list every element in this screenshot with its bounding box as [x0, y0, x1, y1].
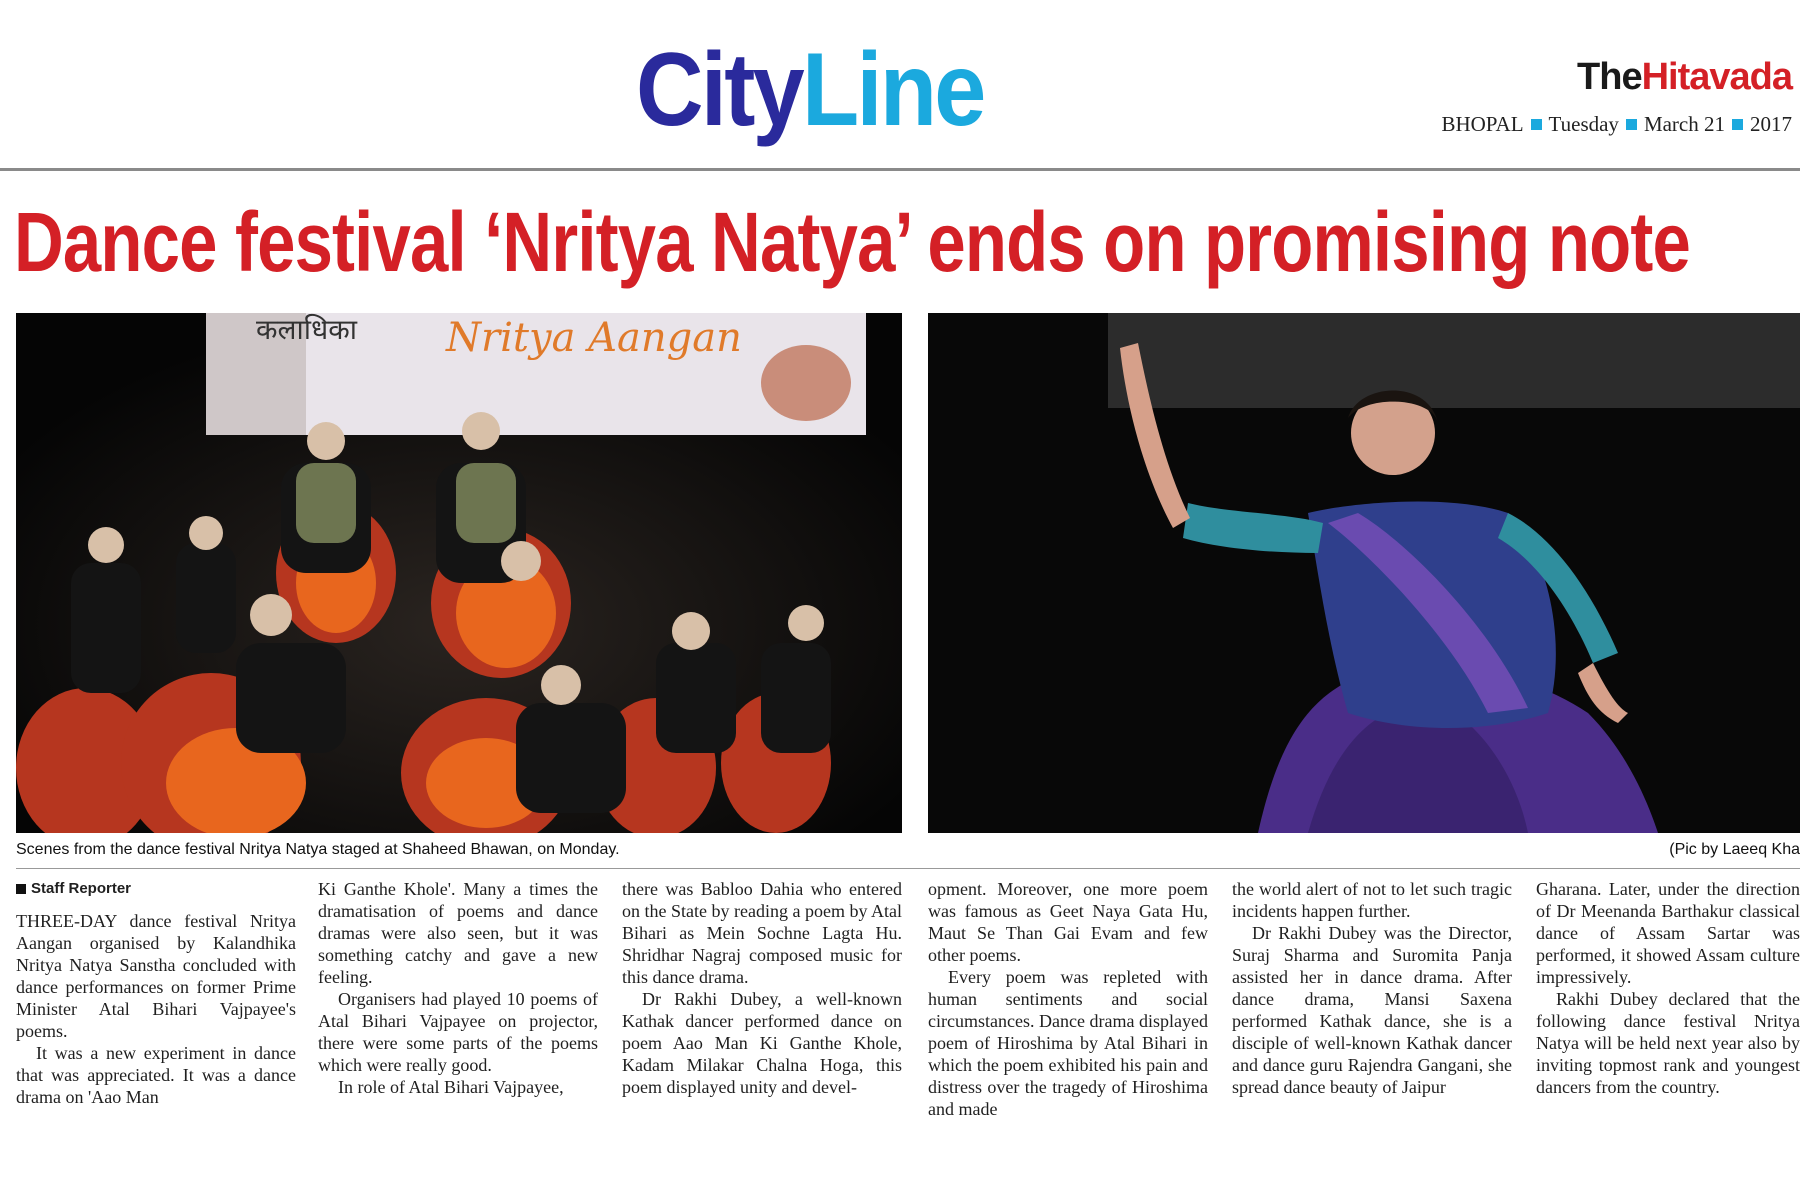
solo-kathak-dancer-photo: [928, 313, 1800, 833]
solo-dancer-illustration: [928, 313, 1800, 833]
paragraph: Every poem was repleted with human sentiments and social circumstances. Dance drama displayed poem of Hiroshima by Atal Bihari in which the poem exhibited his pain and distress over the tragedy of Hiroshima and made: [928, 967, 1208, 1119]
paragraph: there was Babloo Dahia who entered on the State by reading a poem by Atal Bihari as Mein Sochne Lagta Hu. Shridhar Nagraj composed music for this dance drama.: [622, 879, 902, 987]
paragraph: Ki Ganthe Khole'. Many a times the dramatisation of poems and dance dramas were also seen, but it was something catchy and gave a new feeling.: [318, 879, 598, 987]
dateline-year: 2017: [1750, 112, 1792, 136]
paragraph: Dr Rakhi Dubey was the Director, Suraj Sharma and Suromita Panja assisted her in dance drama. After dance drama, Mansi Saxena performed Kathak dance, she is a disciple of well-known Kathak dancer and dance guru Rajendra Gangani, she spread dance beauty of Jaipur: [1232, 923, 1512, 1097]
section-logo: CityLine: [636, 32, 984, 148]
photo-caption: Scenes from the dance festival Nritya Natya staged at Shaheed Bhawan, on Monday.: [16, 841, 620, 858]
paragraph: Organisers had played 10 poems of Atal Bihari Vajpayee on projector, there were some parts of the poems which were really good.: [318, 989, 598, 1075]
article-column-6-wrapper: [1536, 878, 1800, 1158]
paragraph: Gharana. Later, under the direction of Dr Meenanda Barthakur classical dance of Assam Sartar was performed, it showed Assam culture impressively.: [1536, 879, 1800, 987]
paragraph: It was a new experiment in dance that was appreciated. It was a dance drama on 'Aao Man: [16, 1043, 296, 1107]
newspaper-logo: TheHitavada: [1577, 56, 1792, 98]
banner-title-text: Nritya Aangan: [446, 315, 742, 361]
paragraph: Dr Rakhi Dubey, a well-known Kathak dancer performed dance on poem Aao Man Ki Ganthe Khole, Kadam Milakar Chalna Hoga, this poem displayed unity and devel-: [622, 989, 902, 1097]
byline-text: Staff Reporter: [31, 880, 132, 897]
paragraph: Rakhi Dubey declared that the following dance festival Nritya Natya will be held next year also by inviting topmost rank and youngest dancers from the country.: [1536, 989, 1800, 1097]
headline: Dance festival ‘Nritya Natya’ ends on promising note: [14, 195, 1691, 289]
dateline: [1441, 112, 1792, 137]
masthead-divider: [0, 168, 1800, 171]
separator-square-icon: [1531, 119, 1542, 130]
byline-square-icon: [16, 884, 26, 894]
paragraph: opment. Moreover, one more poem was famous as Geet Naya Gata Hu, Maut Se Than Gai Evam and few other poems.: [928, 879, 1208, 965]
group-dance-illustration: [16, 313, 902, 833]
banner-brand-text: कलाधिका: [256, 313, 357, 346]
article-column-3: [622, 878, 902, 1098]
dateline-date: March 21: [1643, 112, 1725, 136]
separator-square-icon: [1626, 119, 1637, 130]
caption-divider: [16, 868, 1800, 869]
article-column-4: [928, 878, 1208, 1120]
group-dance-photo: [16, 313, 902, 833]
dateline-day: Tuesday: [1548, 112, 1619, 136]
masthead: [0, 0, 1800, 170]
photo-credit: (Pic by Laeeq Kha: [1669, 841, 1800, 858]
article-column-5: [1232, 878, 1512, 1098]
article-column-1: [16, 878, 296, 1108]
separator-square-icon: [1732, 119, 1743, 130]
byline: [16, 878, 296, 900]
paragraph: In role of Atal Bihari Vajpayee,: [338, 1077, 564, 1097]
paragraph: the world alert of not to let such tragic incidents happen further.: [1232, 879, 1512, 921]
article-column-6: [1536, 878, 1800, 1098]
article-column-2: [318, 878, 598, 1098]
dateline-city: BHOPAL: [1441, 112, 1524, 136]
paragraph: THREE-DAY dance festival Nritya Aangan organised by Kalandhika Nritya Natya Sanstha concluded with dance performances on former Prime Minister Atal Bihari Vajpayee's poems.: [16, 911, 296, 1041]
